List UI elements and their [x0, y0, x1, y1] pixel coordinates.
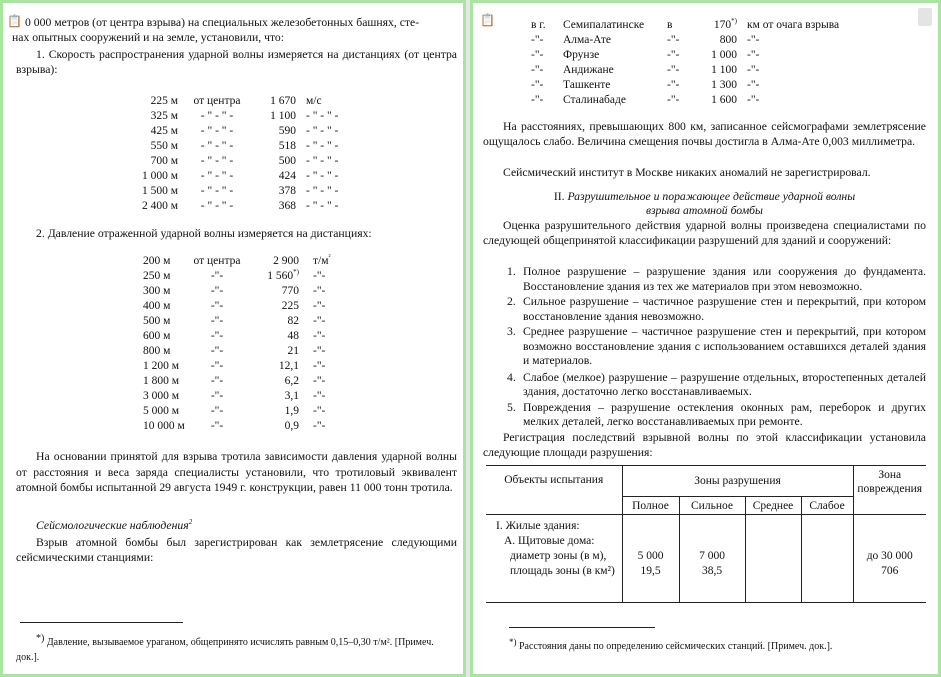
classification-list: [507, 265, 926, 431]
header-damage-zone: Зона повреждения: [853, 466, 926, 515]
speed-row: [133, 124, 346, 139]
damage-zone-cell: [853, 515, 926, 603]
item-number: 2.: [507, 295, 516, 308]
right-page: [470, 0, 941, 677]
distance-km: 1 000: [711, 49, 737, 61]
distance-unit: -"-: [747, 94, 760, 106]
distance: 550 м: [150, 140, 178, 152]
pressure-row: [143, 299, 343, 314]
reference: -"-: [210, 405, 224, 417]
strong-zone-cell: [679, 515, 745, 603]
speed-row: [133, 199, 346, 214]
speed-row: [133, 184, 346, 199]
page-note-icon[interactable]: 📋: [480, 13, 495, 27]
classification-item: [507, 325, 926, 369]
unit: -"-: [313, 300, 326, 312]
distance-prefix: -"-: [667, 94, 680, 106]
distance: 250 м: [143, 270, 171, 282]
reference: -"-: [210, 300, 224, 312]
station-row: [531, 78, 839, 93]
city-prefix: -"-: [531, 64, 544, 76]
distance: 1 800 м: [143, 375, 180, 387]
city-name: Андижане: [563, 64, 614, 76]
section-number: II.: [553, 190, 565, 203]
distance-unit: -"-: [747, 79, 760, 91]
seismo-heading-sup: 2: [188, 518, 193, 527]
pressure-value: 225: [281, 300, 299, 312]
page-note-icon[interactable]: 📋: [7, 14, 22, 28]
objects-cell: [486, 515, 622, 603]
distance-prefix: -"-: [667, 64, 680, 76]
item-number: 5.: [507, 400, 516, 414]
distance-prefix: -"-: [667, 79, 680, 91]
distance-km: 800: [719, 34, 737, 46]
section-title-part-1: Разрушительное и поражающее действие ударной волны: [567, 190, 856, 203]
medium-zone-cell: [745, 515, 801, 603]
unit: -"-: [313, 390, 326, 402]
unit: - " - " -: [306, 155, 339, 167]
pressure-value: 770: [281, 285, 299, 297]
item-text: Слабое (мелкое) разрушение – разрушение отдельных, второстепенных деталей здания, достаточно легко восстанавливаемых.: [523, 370, 926, 398]
speed-value: 518: [278, 140, 296, 152]
unit: -"-: [313, 420, 326, 432]
row-area-label: площадь зоны (в км²): [510, 565, 615, 577]
pressure-value: 6,2: [284, 375, 299, 387]
city-prefix: -"-: [531, 94, 544, 106]
unit: - " - " -: [306, 110, 339, 122]
item-text: Полное разрушение – разрушение здания или сооружения до фундамента. Восстановление здания из тех же материалов при этом невозможно.: [523, 265, 926, 293]
row-group: I. Жилые здания:: [496, 520, 580, 532]
pressure-row: [143, 359, 343, 374]
reference: -"-: [210, 375, 224, 387]
distance-unit: -"-: [747, 64, 760, 76]
unit: -"-: [313, 375, 326, 387]
intro-line-1: 0 000 метров (от центра взрыва) на специальных железобетонных башнях, сте-: [25, 16, 420, 29]
section-title-line-1: [483, 189, 926, 204]
unit: - " - " -: [306, 200, 339, 212]
pressure-row: [143, 254, 343, 269]
reference: - " - " -: [200, 200, 234, 212]
footnote-rule: [509, 627, 655, 628]
reference: -"-: [210, 345, 224, 357]
pressure-row: [143, 404, 343, 419]
unit: м/с: [306, 95, 322, 107]
distance: 2 400 м: [141, 200, 178, 212]
unit: -"-: [313, 330, 326, 342]
pressure-value: 12,1: [278, 360, 299, 372]
reference: -"-: [210, 315, 224, 327]
classification-item: [507, 401, 926, 430]
reference: -"-: [210, 270, 224, 282]
distance-prefix: -"-: [667, 49, 680, 61]
pressure-value: 2 900: [273, 255, 299, 267]
subheader-weak: Слабое: [801, 497, 853, 515]
station-row: [531, 93, 839, 108]
city-name: Алма-Ате: [563, 34, 612, 46]
distance: 800 м: [143, 345, 171, 357]
reference: -"-: [210, 330, 224, 342]
speed-row: [133, 154, 346, 169]
distance: 5 000 м: [143, 405, 180, 417]
unit: -"-: [313, 360, 326, 372]
registration-paragraph: Регистрация последствий взрывной волны по этой классификации установила следующие площади разрушения:: [483, 431, 926, 459]
distance: 500 м: [143, 315, 171, 327]
pressure-row: [143, 329, 343, 344]
strong-area: 38,5: [701, 565, 723, 577]
station-table: [531, 18, 839, 108]
reference: - " - " -: [200, 125, 234, 137]
city-prefix: -"-: [531, 49, 544, 61]
distance: 700 м: [150, 155, 178, 167]
institute-paragraph: Сейсмический институт в Москве никаких аномалий не зарегистрировал.: [503, 166, 871, 179]
reference: -"-: [210, 285, 224, 297]
footnote-rule: [20, 622, 183, 623]
distance: 200 м: [143, 255, 171, 267]
pressure-row: [143, 374, 343, 389]
distance-km: 1 600: [711, 94, 737, 106]
pressure-item-heading: 2. Давление отраженной ударной волны измеряется на дистанциях:: [36, 227, 372, 240]
pressure-row: [143, 419, 343, 434]
tnt-equivalent-paragraph: На основании принятой для взрыва тротила зависимости давления ударной волны от расстояния и веса заряда специалисты установили, что тротиловый эквивалент атомной бомбы испытанной 29 августа 1949 г. конструкции, равен 11 000 тонн тротила.: [16, 450, 457, 494]
row-diameter-label: диаметр зоны (в м),: [510, 550, 607, 562]
distance-km: 1 100: [711, 64, 737, 76]
damage-diameter: до 30 000: [866, 550, 913, 562]
footnote-text: Расстояния даны по определению сейсмических станций. [Примеч. док.].: [519, 641, 833, 652]
left-page: [0, 0, 466, 677]
header-objects: Объекты испытания: [486, 466, 622, 515]
pressure-value: 0,9: [284, 420, 299, 432]
footnote: [16, 631, 457, 665]
pressure-value: 1 560*): [267, 268, 299, 282]
scroll-tab[interactable]: [918, 8, 932, 26]
pressure-row: [143, 389, 343, 404]
speed-value: 1 100: [270, 110, 296, 122]
speed-value: 368: [278, 200, 296, 212]
distance: 600 м: [143, 330, 171, 342]
distance-unit: -"-: [747, 49, 760, 61]
distance: 1 200 м: [143, 360, 180, 372]
seismo-heading: [36, 518, 192, 533]
header-zones: Зоны разрушения: [622, 466, 853, 497]
distance-prefix: -"-: [667, 34, 680, 46]
speed-value: 1 670: [270, 95, 296, 107]
station-row: [531, 63, 839, 78]
section-title-line-2: взрыва атомной бомбы: [646, 204, 763, 217]
city-prefix: -"-: [531, 79, 544, 91]
weak-zone-cell: [801, 515, 853, 603]
subheader-medium: Среднее: [745, 497, 801, 515]
item-text: Среднее разрушение – частичное разрушение стен и перекрытий, при котором возможно восстановление здания с использованием оставшихся деталей здания и материалов.: [523, 325, 926, 367]
subheader-full: Полное: [622, 497, 679, 515]
strong-diameter: 7 000: [699, 550, 725, 562]
pressure-value: 21: [287, 345, 299, 357]
city-name: Сталинабаде: [563, 94, 626, 106]
unit: - " - " -: [306, 170, 339, 182]
distance-prefix: в: [667, 19, 673, 31]
pressure-row: [143, 314, 343, 329]
unit: -"-: [313, 405, 326, 417]
footnote: [509, 635, 929, 654]
full-zone-cell: [622, 515, 679, 603]
distance-km: 1 300: [711, 79, 737, 91]
city-name: Ташкенте: [563, 79, 611, 91]
row-subgroup: А. Щитовые дома:: [504, 535, 595, 547]
reference: -"-: [210, 360, 224, 372]
distance: 325 м: [150, 110, 178, 122]
city-prefix: в г.: [531, 19, 546, 31]
speed-table: [133, 94, 346, 214]
item-number: 3.: [507, 325, 516, 338]
full-area: 19,5: [640, 565, 661, 577]
distance: 425 м: [150, 125, 178, 137]
intro-line-2: нах опытных сооружений и на земле, установили, что:: [12, 31, 284, 44]
speed-row: [133, 94, 346, 109]
distance: 10 000 м: [143, 420, 185, 432]
item-number: 4.: [507, 370, 516, 384]
footnote-text: Давление, вызываемое ураганом, общепринято исчислять равным 0,15–0,30 т/м². [Примеч. док.].: [16, 637, 434, 663]
distance-paragraph: На расстояниях, превышающих 800 км, записанное сейсмографами землетрясение ощущалось слабо. Величина смещения почвы достигла в Алма-Ате 0,003 миллиметра.: [483, 120, 926, 148]
speed-row: [133, 169, 346, 184]
classification-item: [507, 265, 926, 294]
seismo-heading-text: Сейсмологические наблюдения: [36, 519, 189, 532]
pressure-value: 82: [287, 315, 299, 327]
pressure-row: [143, 284, 343, 299]
pressure-table: [143, 254, 343, 434]
classification-intro: Оценка разрушительного действия ударной волны произведена специалистами по следующей общепринятой классификации разрушений для зданий и сооружений:: [483, 219, 926, 247]
unit: -"-: [313, 285, 326, 297]
distance-km: 170*): [713, 17, 737, 31]
station-row: [531, 18, 839, 33]
distance: 1 000 м: [141, 170, 178, 182]
unit: - " - " -: [306, 185, 339, 197]
distance: 3 000 м: [143, 390, 180, 402]
classification-item: [507, 371, 926, 400]
reference: -"-: [210, 420, 224, 432]
unit: -"-: [313, 270, 326, 282]
subheader-strong: Сильное: [679, 497, 745, 515]
unit: -"-: [313, 315, 326, 327]
speed-row: [133, 109, 346, 124]
distance-unit: км от очага взрыва: [747, 19, 840, 31]
reference: - " - " -: [200, 110, 234, 122]
damage-area: 706: [881, 565, 899, 577]
station-row: [531, 48, 839, 63]
reference: - " - " -: [200, 185, 234, 197]
footnote-mark: *): [36, 633, 45, 644]
city-name: Фрунзе: [563, 49, 600, 61]
item-number: 1.: [507, 265, 516, 278]
distance: 400 м: [143, 300, 171, 312]
distance: 225 м: [150, 95, 178, 107]
reference: - " - " -: [200, 155, 234, 167]
speed-value: 378: [278, 185, 296, 197]
unit: $т/м^{^2}$: [313, 253, 331, 267]
pressure-row: [143, 344, 343, 359]
full-diameter: 5 000: [637, 550, 664, 562]
distance: 1 500 м: [141, 185, 178, 197]
distance-unit: -"-: [747, 34, 760, 46]
distance: 300 м: [143, 285, 171, 297]
reference: от центра: [193, 95, 241, 107]
speed-row: [133, 139, 346, 154]
item-text: Сильное разрушение – частичное разрушение стен и перекрытий, при котором восстановление здания невозможно.: [523, 295, 926, 323]
unit: - " - " -: [306, 140, 339, 152]
pressure-value: 48: [287, 330, 299, 342]
speed-value: 500: [278, 155, 296, 167]
city-prefix: -"-: [531, 34, 544, 46]
reference: - " - " -: [200, 170, 234, 182]
reference: -"-: [210, 390, 224, 402]
station-row: [531, 33, 839, 48]
unit: - " - " -: [306, 125, 339, 137]
reference: - " - " -: [200, 140, 234, 152]
speed-item-heading: 1. Скорость распространения ударной волны измеряется на дистанциях (от центра взрыва):: [16, 48, 457, 76]
footnote-mark: *): [509, 637, 517, 647]
seismo-paragraph: Взрыв атомной бомбы был зарегистрирован как землетрясение следующими сейсмическими станциями:: [16, 536, 457, 564]
item-text: Повреждения – разрушение остекления оконных рам, переборок и других мелких деталей, легко восстанавливаемых при ремонте.: [523, 400, 926, 428]
classification-item: [507, 295, 926, 324]
pressure-value: 3,1: [284, 390, 299, 402]
city-name: Семипалатинске: [563, 19, 645, 31]
speed-value: 590: [278, 125, 296, 137]
pressure-value: 1,9: [284, 405, 299, 417]
pressure-row: [143, 269, 343, 284]
reference: от центра: [193, 255, 241, 267]
speed-value: 424: [278, 170, 296, 182]
damage-zone-table: [486, 465, 926, 603]
unit: -"-: [313, 345, 326, 357]
